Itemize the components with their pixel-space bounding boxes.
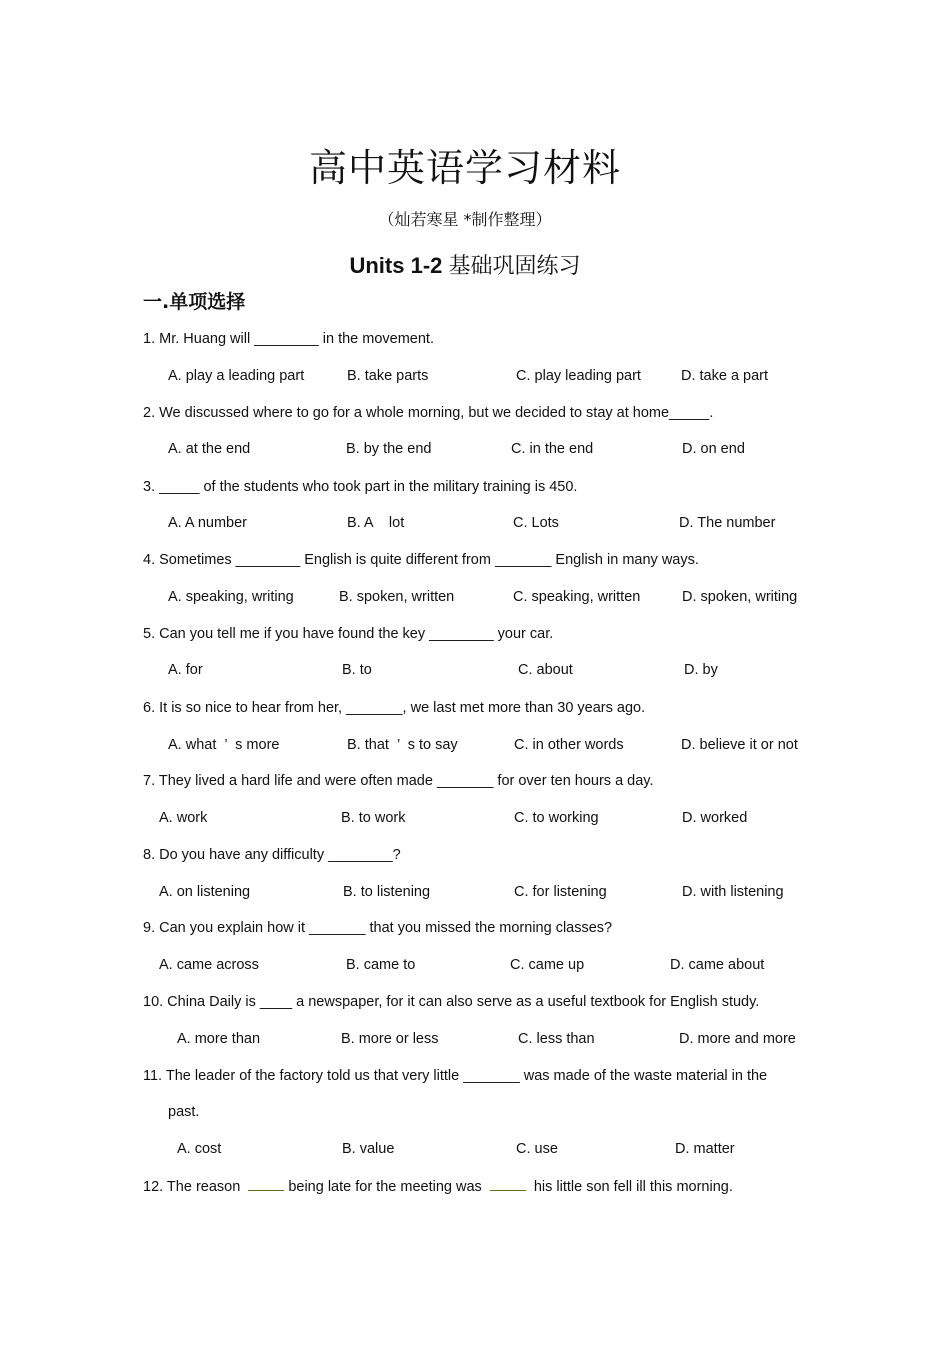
option-c: C. Lots (513, 515, 559, 531)
option-c: C. play leading part (516, 368, 641, 384)
option-b: B. A lot (347, 515, 405, 531)
option-b: B. by the end (346, 441, 432, 457)
options-6 (0, 737, 950, 757)
unit-title (0, 249, 930, 280)
question-4: 4. Sometimes ________ English is quite different from _______ English in many ways. (143, 552, 699, 568)
option-a: A. came across (159, 957, 259, 973)
question-12-part-3: his little son fell ill this morning. (533, 1179, 733, 1195)
option-a: A. more than (177, 1031, 261, 1047)
option-a: A. work (159, 810, 208, 826)
section-heading: 一.单项选择 (143, 291, 246, 313)
option-c: C. in other words (514, 737, 624, 753)
options-4 (0, 589, 950, 609)
option-a: A. at the end (168, 441, 251, 457)
option-c: C. came up (510, 957, 585, 973)
options-8 (0, 884, 950, 904)
options-5 (0, 662, 950, 682)
options-10 (0, 1031, 950, 1051)
option-d: D. came about (670, 957, 765, 973)
option-a: A. for (168, 662, 203, 678)
question-3: 3. _____ of the students who took part in the military training is 450. (143, 479, 578, 495)
option-d: D. matter (675, 1141, 735, 1157)
question-10: 10. China Daily is ____ a newspaper, for it can also serve as a useful textbook for English study. (143, 994, 760, 1010)
options-3 (0, 515, 950, 535)
option-c: C. speaking, written (513, 589, 641, 605)
question-5: 5. Can you tell me if you have found the key ________ your car. (143, 626, 554, 642)
question-6: 6. It is so nice to hear from her, _______, we last met more than 30 years ago. (143, 700, 646, 716)
option-b: B. spoken, written (339, 589, 455, 605)
question-11-continuation: past. (168, 1104, 200, 1120)
option-d: D. more and more (679, 1031, 796, 1047)
option-c: C. in the end (511, 441, 594, 457)
question-9: 9. Can you explain how it _______ that you missed the morning classes? (143, 920, 613, 936)
question-11: 11. The leader of the factory told us that very little _______ was made of the waste material in the (143, 1068, 768, 1084)
option-d: D. The number (679, 515, 776, 531)
options-9 (0, 957, 950, 977)
option-b: B. to work (341, 810, 406, 826)
question-7: 7. They lived a hard life and were often made _______ for over ten hours a day. (143, 773, 654, 789)
unit-title-cn: 基础巩固练习 (448, 254, 581, 279)
question-1: 1. Mr. Huang will ________ in the movement. (143, 331, 434, 347)
option-c: C. for listening (514, 884, 607, 900)
option-d: D. spoken, writing (682, 589, 798, 605)
answer-blank (248, 1178, 284, 1191)
option-c: C. to working (514, 810, 599, 826)
question-8: 8. Do you have any difficulty ________? (143, 847, 401, 863)
subtitle: （灿若寒星 *制作整理） (378, 210, 552, 229)
option-a: A. cost (177, 1141, 222, 1157)
option-b: B. value (342, 1141, 395, 1157)
option-b: B. to listening (343, 884, 431, 900)
question-12 (143, 1178, 733, 1195)
option-d: D. on end (682, 441, 745, 457)
option-b: B. to (342, 662, 372, 678)
main-title: 高中英语学习材料 (308, 146, 621, 190)
question-12-part-1: 12. The reason (143, 1179, 241, 1195)
question-2: 2. We discussed where to go for a whole morning, but we decided to stay at home_____. (143, 405, 714, 421)
options-7 (0, 810, 950, 830)
options-11 (0, 1141, 950, 1161)
option-c: C. use (516, 1141, 558, 1157)
option-b: B. that ’ s to say (347, 737, 458, 753)
option-d: D. take a part (681, 368, 769, 384)
option-d: D. with listening (682, 884, 784, 900)
option-a: A. speaking, writing (168, 589, 294, 605)
unit-title-en: Units 1-2 (349, 253, 443, 278)
option-a: A. A number (168, 515, 247, 531)
option-d: D. worked (682, 810, 748, 826)
option-a: A. on listening (159, 884, 251, 900)
options-1 (0, 368, 950, 388)
option-c: C. less than (518, 1031, 595, 1047)
option-b: B. take parts (347, 368, 429, 384)
options-2 (0, 441, 950, 461)
option-c: C. about (518, 662, 573, 678)
option-a: A. what ’ s more (168, 737, 280, 753)
option-a: A. play a leading part (168, 368, 305, 384)
answer-blank (490, 1178, 526, 1191)
option-b: B. more or less (341, 1031, 439, 1047)
option-b: B. came to (346, 957, 416, 973)
option-d: D. believe it or not (681, 737, 798, 753)
option-d: D. by (684, 662, 718, 678)
question-12-part-2: being late for the meeting was (288, 1179, 482, 1195)
